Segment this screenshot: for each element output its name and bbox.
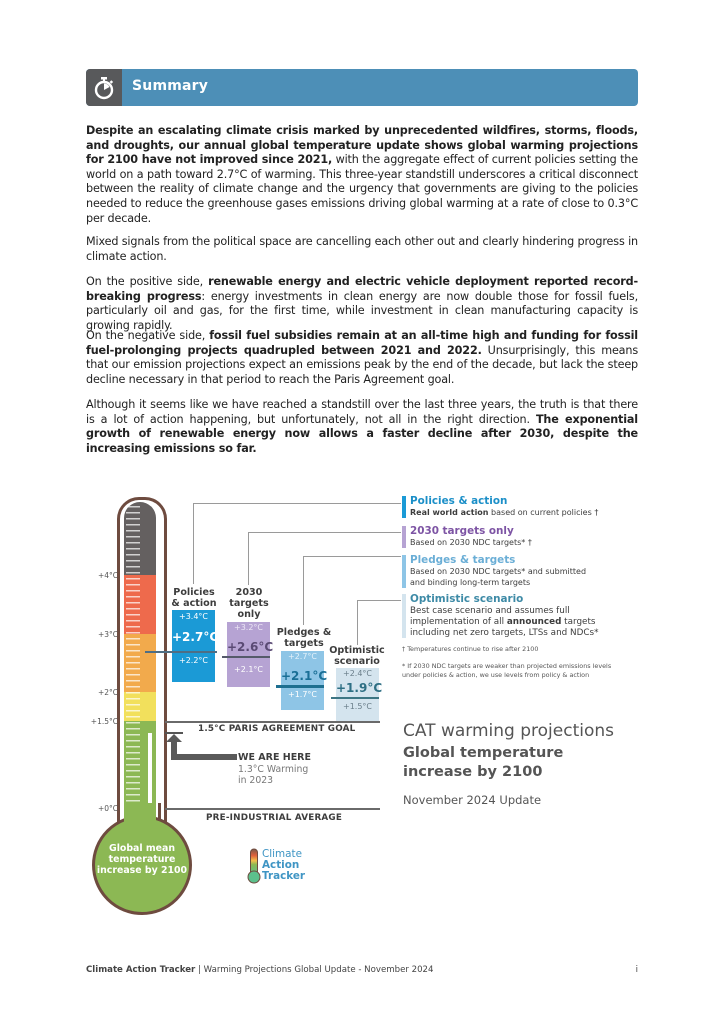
central-line-policies [145, 651, 217, 653]
paragraph-text: Although it seems like we have reached a standstill over the last three years, the truth is that there is a lot of action happening, but unfortunately, not all in the right direction. [86, 398, 638, 426]
paragraph-text: with the aggregate effect of current policies setting the world on a path toward 2.7°C of warming. This three-year standstill underscores a critical disconnect between the reality of climate change and the urgency that governments are giving to the policies needed to reduce the greenhouse gases emissions driving global warming at a rate of close to 0.3°C per decade. [86, 153, 638, 225]
legend-desc-2030: Based on 2030 NDC targets* † [410, 538, 532, 547]
paragraph-lead: On the negative side, [86, 329, 210, 342]
low-value: +2.1°C [233, 665, 263, 674]
scenario-box-optimistic [336, 668, 383, 721]
cat-subtitle-line2: increase by 2100 [403, 764, 543, 780]
high-value: +3.4°C [178, 612, 208, 621]
cat-logo-text [262, 849, 305, 882]
neck-border-right [158, 803, 161, 821]
scenario-box-policies [172, 610, 219, 682]
high-value: +2.7°C [287, 652, 317, 661]
central-value: +2.7°C [172, 630, 219, 644]
central-value: +1.9°C [336, 681, 383, 695]
logo-line2: Action [262, 859, 300, 871]
low-value: +1.5°C [342, 702, 372, 711]
legend-bar-pledges [402, 555, 406, 588]
cat-title: CAT warming projections [403, 721, 614, 741]
page-footer [86, 965, 638, 975]
logo-line3: Tracker [262, 870, 306, 882]
legend-title-policies: Policies & action [410, 495, 508, 507]
bold-text: The exponential growth of renewable energy now allows a faster decline after 2030, despite the increasing emissions so far. [86, 412, 638, 455]
paragraph-text: Unsurprisingly, this means that our emission projections expect an emissions peak by the end of the decade, but lack the steep decline necessary in that period to reach the Paris Agreement goal. [86, 343, 638, 386]
scenario-title-optimistic: Optimistic scenario [329, 645, 385, 667]
bold-text: fossil fuel subsidies remain at an all-time high and funding for fossil fuel-prolonging projects quadrupled between 2021 and 2022. [86, 329, 638, 357]
central-value: +2.6°C [227, 640, 274, 654]
legend-title-pledges: Pledges & targets [410, 554, 516, 566]
low-value: +1.7°C [287, 690, 317, 699]
up-arrow-icon [165, 734, 237, 768]
footer-brand: Climate Action Tracker [86, 965, 196, 975]
bold-lead: Despite an escalating climate crisis marked by unprecedented wildfires, storms, floods, and droughts, our annual global temperature update shows global warming projections for 2100 have not improved since 2021, [86, 124, 638, 167]
central-line-optimistic [331, 697, 379, 699]
legend-desc-bold: announced [506, 617, 562, 628]
thermometer-neck [124, 803, 156, 827]
paragraph-lead: On the positive side, [86, 275, 209, 288]
note-star: * If 2030 NDC targets are weaker than projected emissions levels under policies & action, we use levels from policy & action [402, 662, 612, 679]
scenario-box-2030 [227, 622, 274, 687]
legend-desc-pledges: Based on 2030 NDC targets* and submitted and binding long-term targets [410, 567, 587, 587]
legend-desc-text: based on current policies † [488, 508, 599, 517]
preindustrial-label: PRE-INDUSTRIAL AVERAGE [206, 813, 343, 823]
bulb-label: Global mean temperature increase by 2100 [96, 843, 188, 876]
we-are-here-line2: in 2023 [238, 775, 274, 786]
thermometer-ticks [126, 506, 140, 818]
we-are-here-title: WE ARE HERE [238, 752, 311, 763]
bold-text: renewable energy and electric vehicle deployment reported record-breaking progress [86, 275, 638, 303]
tick-3c: +3°C [97, 630, 118, 639]
tick-0c: +0°C [97, 804, 118, 813]
high-value: +2.4°C [342, 669, 372, 678]
scenario-title-2030: 2030 targets only [229, 587, 269, 620]
legend-bar-2030 [402, 526, 406, 548]
footer-separator: | [195, 965, 204, 975]
scenario-title-policies: Policies & action [171, 587, 217, 609]
paragraph-text: Mixed signals from the political space are cancelling each other out and clearly hindering progress in climate action. [86, 235, 638, 263]
high-value: +3.2°C [233, 623, 263, 632]
we-are-here-text [238, 764, 308, 786]
tick-2c: +2°C [97, 688, 118, 697]
note-dagger: † Temperatures continue to rise after 2100 [402, 645, 539, 653]
tick-4c: +4°C [97, 571, 118, 580]
scenario-box-pledges [281, 651, 328, 710]
footer-text: Warming Projections Global Update - November 2024 [203, 965, 434, 975]
legend-title-2030: 2030 targets only [410, 525, 514, 537]
scenario-title-pledges: Pledges & targets [276, 627, 332, 649]
page-number: i [635, 965, 638, 975]
legend-bar-optimistic [402, 594, 406, 638]
section-title: Summary [132, 78, 209, 94]
legend-bar-policies [402, 496, 406, 518]
low-value: +2.2°C [178, 656, 208, 665]
legend-desc-pre: Best case scenario and assumes full implementation of all [410, 606, 570, 628]
paris-goal-label: 1.5°C PARIS AGREEMENT GOAL [198, 724, 356, 734]
legend-title-optimistic: Optimistic scenario [410, 593, 524, 605]
cat-date: November 2024 Update [403, 793, 542, 807]
central-line-2030 [222, 656, 270, 658]
logo-line1: Climate [262, 848, 302, 860]
connector-optimistic [357, 600, 401, 645]
legend-desc-optimistic [410, 606, 620, 640]
legend-desc-bold: Real world action [410, 508, 489, 517]
legend-desc-policies [410, 508, 625, 519]
paragraph-text: : energy investments in clean energy are now double those for fossil fuels, particularly oil and gas, for the first time, while investment in clean manufacturing capacity is growing rapidly. [86, 289, 639, 332]
central-line-pledges [276, 685, 324, 688]
current-warming-bar [148, 733, 152, 809]
legend-desc-text: targets including net zero targets, LTSs and NDCs* [410, 617, 599, 639]
cat-subtitle-line1: Global temperature [403, 745, 564, 761]
cat-logo-icon [247, 848, 261, 888]
preindustrial-line [165, 808, 380, 810]
paris-goal-line [165, 721, 380, 723]
we-are-here-line1: 1.3°C Warming [238, 764, 309, 775]
tick-15c: +1.5°C [90, 717, 118, 726]
central-value: +2.1°C [281, 669, 328, 683]
